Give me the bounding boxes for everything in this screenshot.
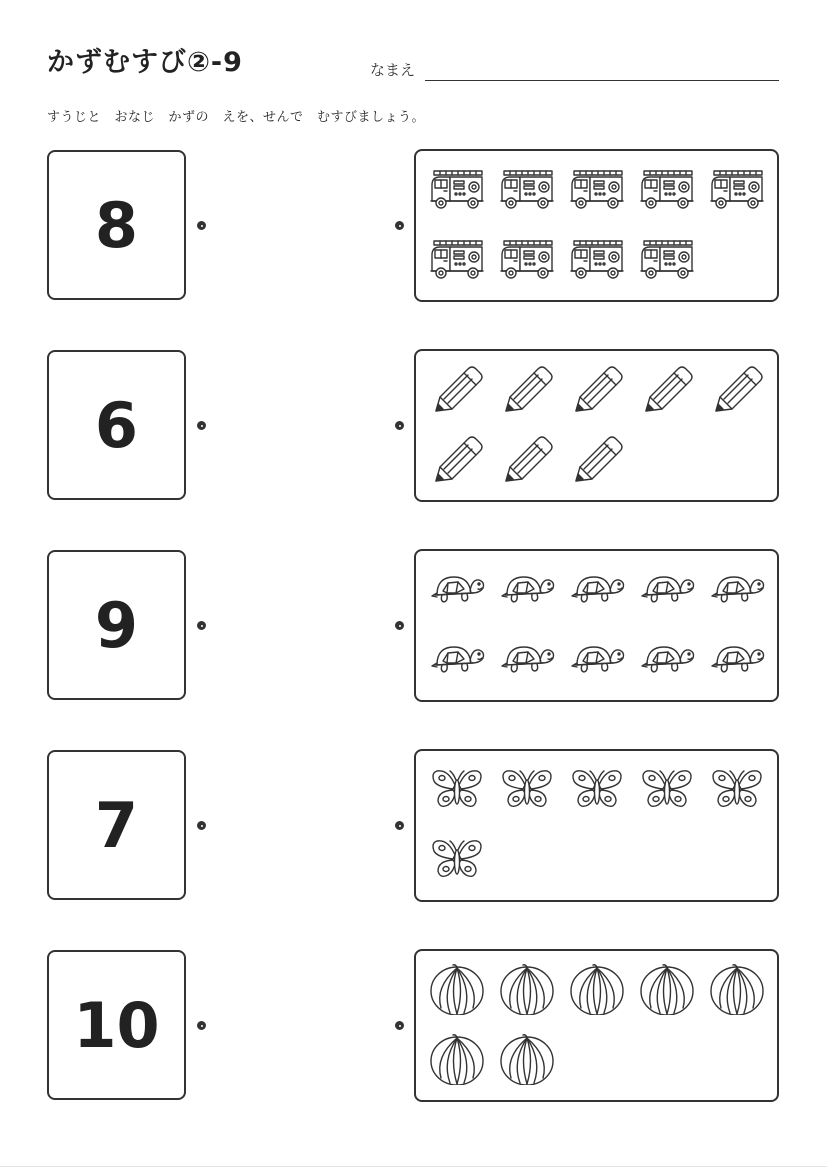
- turtle-icon: [638, 633, 696, 685]
- picture-connect-dot[interactable]: [395, 221, 404, 230]
- turtle-icon: [428, 633, 486, 685]
- number-text: 6: [94, 388, 139, 462]
- fire-truck-icon: [568, 163, 626, 215]
- watermelon-icon: [428, 1033, 486, 1085]
- watermelon-icon: [428, 963, 486, 1015]
- name-label: なまえ: [370, 61, 416, 79]
- pencil-icon: [428, 363, 486, 415]
- turtle-picture-card: [414, 549, 779, 702]
- page-bottom-rule: [0, 1166, 827, 1167]
- number-connect-dot[interactable]: [197, 221, 206, 230]
- number-text: 7: [94, 788, 139, 862]
- turtle-icon: [638, 563, 696, 615]
- picture-connect-dot[interactable]: [395, 621, 404, 630]
- fire-truck-picture-card: [414, 149, 779, 302]
- pencil-icon: [498, 433, 556, 485]
- number-card: [47, 550, 186, 700]
- pencil-icon: [708, 363, 766, 415]
- number-connect-dot[interactable]: [197, 821, 206, 830]
- number-text: 9: [94, 588, 139, 662]
- worksheet-title: かずむすび②-9: [47, 47, 243, 78]
- fire-truck-icon: [428, 163, 486, 215]
- pencil-icon: [428, 433, 486, 485]
- fire-truck-icon: [638, 163, 696, 215]
- number-card: [47, 750, 186, 900]
- number-card: [47, 950, 186, 1100]
- watermelon-icon: [498, 963, 556, 1015]
- butterfly-picture-card: [414, 749, 779, 902]
- number-connect-dot[interactable]: [197, 1021, 206, 1030]
- fire-truck-icon: [498, 233, 556, 285]
- pencil-icon: [498, 363, 556, 415]
- butterfly-icon: [708, 763, 766, 815]
- watermelon-icon: [568, 963, 626, 1015]
- pencil-icon: [568, 363, 626, 415]
- watermelon-picture-card: [414, 949, 779, 1102]
- butterfly-icon: [498, 763, 556, 815]
- turtle-icon: [498, 563, 556, 615]
- name-write-line[interactable]: [425, 80, 779, 81]
- number-text: 10: [73, 988, 160, 1062]
- butterfly-icon: [638, 763, 696, 815]
- turtle-icon: [428, 563, 486, 615]
- number-connect-dot[interactable]: [197, 421, 206, 430]
- butterfly-icon: [428, 833, 486, 885]
- butterfly-icon: [568, 763, 626, 815]
- turtle-icon: [498, 633, 556, 685]
- pencil-picture-card: [414, 349, 779, 502]
- watermelon-icon: [498, 1033, 556, 1085]
- watermelon-icon: [708, 963, 766, 1015]
- picture-connect-dot[interactable]: [395, 1021, 404, 1030]
- turtle-icon: [568, 633, 626, 685]
- number-card: [47, 150, 186, 300]
- watermelon-icon: [638, 963, 696, 1015]
- fire-truck-icon: [498, 163, 556, 215]
- turtle-icon: [708, 563, 766, 615]
- fire-truck-icon: [568, 233, 626, 285]
- turtle-icon: [708, 633, 766, 685]
- instruction-text: すうじと おなじ かずの えを、せんで むすびましょう。: [47, 110, 426, 125]
- fire-truck-icon: [638, 233, 696, 285]
- picture-connect-dot[interactable]: [395, 421, 404, 430]
- number-text: 8: [94, 188, 139, 262]
- number-card: [47, 350, 186, 500]
- pencil-icon: [568, 433, 626, 485]
- pencil-icon: [638, 363, 696, 415]
- picture-connect-dot[interactable]: [395, 821, 404, 830]
- fire-truck-icon: [708, 163, 766, 215]
- fire-truck-icon: [428, 233, 486, 285]
- butterfly-icon: [428, 763, 486, 815]
- turtle-icon: [568, 563, 626, 615]
- number-connect-dot[interactable]: [197, 621, 206, 630]
